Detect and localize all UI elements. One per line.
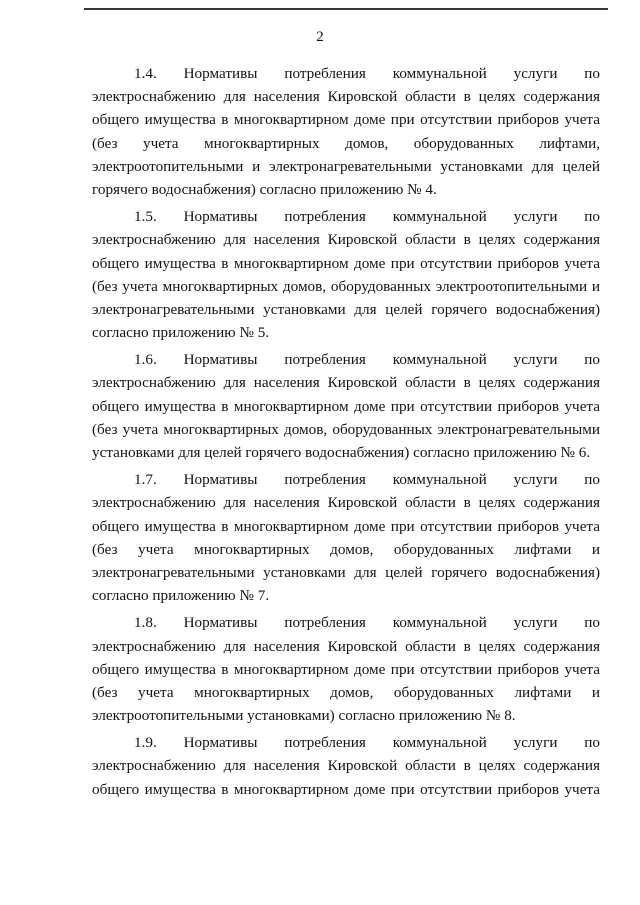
- paragraph-line: общего имущества в многоквартирном доме при отсутствии приборов учета: [92, 780, 600, 798]
- paragraph-line: установками для целей горячего водоснабжения) согласно приложению № 6.: [92, 444, 591, 461]
- paragraph-line: электроотопительными и электронагревательными установками для целей: [92, 157, 600, 175]
- paragraph-line: электроснабжению для населения Кировской области в целях содержания: [92, 757, 600, 775]
- page-number: 2: [316, 29, 324, 45]
- paragraph-line: электронагревательными установками для целей горячего водоснабжения): [92, 300, 600, 318]
- paragraph-line: общего имущества в многоквартирном доме при отсутствии приборов учета: [92, 254, 600, 272]
- paragraph-line: общего имущества в многоквартирном доме при отсутствии приборов учета: [92, 517, 600, 535]
- paragraph-1-4: [92, 62, 600, 201]
- document-body: [92, 62, 600, 805]
- paragraph-line: (без учета многоквартирных домов, оборудованных лифтами и: [92, 683, 600, 701]
- paragraph-line: горячего водоснабжения) согласно приложению № 4.: [92, 180, 437, 198]
- paragraph-line: электроснабжению для населения Кировской области в целях содержания: [92, 88, 600, 106]
- paragraph-line: согласно приложению № 7.: [92, 587, 270, 605]
- top-rule: [84, 8, 608, 10]
- paragraph-line: 1.9. Нормативы потребления коммунальной услуги по: [134, 734, 600, 752]
- paragraph-1-9: [92, 731, 600, 801]
- paragraph-line: общего имущества в многоквартирном доме при отсутствии приборов учета: [92, 397, 600, 415]
- paragraph-line: общего имущества в многоквартирном доме при отсутствии приборов учета: [92, 111, 600, 129]
- paragraph-1-8: [92, 611, 600, 727]
- paragraph-line: электроснабжению для населения Кировской области в целях содержания: [92, 494, 600, 512]
- paragraph-line: 1.7. Нормативы потребления коммунальной услуги по: [134, 471, 600, 489]
- paragraph-1-5: [92, 205, 600, 344]
- paragraph-line: электроотопительными установками) согласно приложению № 8.: [92, 707, 516, 725]
- paragraph-line: электронагревательными установками для целей горячего водоснабжения): [92, 563, 600, 581]
- paragraph-line: электроснабжению для населения Кировской области в целях содержания: [92, 374, 600, 392]
- paragraph-line: согласно приложению № 5.: [92, 324, 270, 342]
- paragraph-line: (без учета многоквартирных домов, оборудованных электроотопительными и: [92, 277, 600, 295]
- paragraph-1-6: [92, 348, 600, 464]
- paragraph-line: 1.8. Нормативы потребления коммунальной услуги по: [134, 614, 600, 632]
- paragraph-line: электроснабжению для населения Кировской области в целях содержания: [92, 231, 600, 249]
- paragraph-line: 1.6. Нормативы потребления коммунальной услуги по: [134, 351, 600, 369]
- paragraph-line: 1.4. Нормативы потребления коммунальной услуги по: [134, 65, 600, 82]
- paragraph-line: (без учета многоквартирных домов, оборудованных лифтами,: [92, 134, 600, 152]
- paragraph-line: электроснабжению для населения Кировской области в целях содержания: [92, 637, 600, 655]
- paragraph-1-7: [92, 468, 600, 607]
- paragraph-line: общего имущества в многоквартирном доме при отсутствии приборов учета: [92, 660, 600, 678]
- paragraph-line: 1.5. Нормативы потребления коммунальной услуги по: [134, 208, 600, 226]
- paragraph-line: (без учета многоквартирных домов, оборудованных лифтами и: [92, 540, 600, 558]
- paragraph-line: (без учета многоквартирных домов, оборудованных электронагревательными: [92, 420, 600, 438]
